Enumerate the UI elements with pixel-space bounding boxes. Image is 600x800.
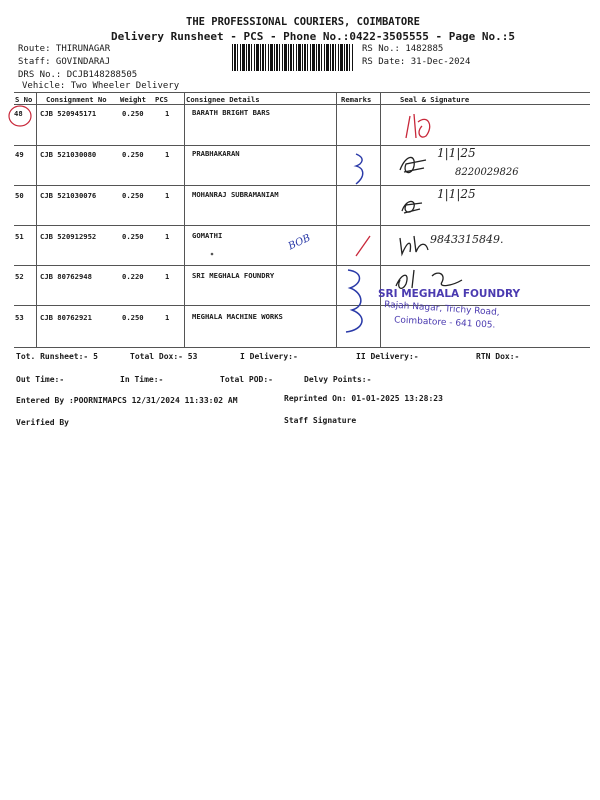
header-seal-signature: Seal & Signature xyxy=(400,95,470,104)
in-time: In Time:- xyxy=(120,375,164,384)
staff-label: Staff: GOVINDARAJ xyxy=(18,57,111,67)
signature-48 xyxy=(400,108,440,144)
remark-brace-52-53 xyxy=(338,266,378,338)
row-sno: 53 xyxy=(15,313,24,322)
drs-number: DRS No.: DCJB148288505 xyxy=(18,70,138,80)
row-sno: 49 xyxy=(15,150,24,159)
row-consignment: CJB 521030080 xyxy=(40,150,97,159)
handwritten-note-51: BOB xyxy=(286,232,313,253)
signature-50 xyxy=(398,195,426,217)
total-pod: Total POD:- xyxy=(220,375,273,384)
row-consignee: BARATH BRIGHT BARS xyxy=(192,108,270,117)
stamp-line-2: Rajah Nagar, Trichy Road, xyxy=(383,299,500,319)
red-circle-mark xyxy=(6,103,36,129)
row-pcs: 1 xyxy=(165,150,170,159)
row-weight: 0.250 xyxy=(122,150,144,159)
row-sno: 48 xyxy=(14,109,23,118)
company-title: THE PROFESSIONAL COURIERS, COIMBATORE xyxy=(186,16,420,28)
handwritten-date-49: 1|1|25 xyxy=(437,146,476,160)
header-remarks: Remarks xyxy=(341,95,372,104)
staff-signature: Staff Signature xyxy=(284,416,357,425)
header-weight: Weight xyxy=(120,95,146,104)
barcode-image xyxy=(232,44,354,71)
row-consignment: CJB 520912952 xyxy=(40,232,97,241)
remark-mark-49 xyxy=(350,150,372,188)
handwritten-date-50: 1|1|25 xyxy=(437,187,476,201)
row-consignee: SRI MEGHALA FOUNDRY xyxy=(192,271,275,280)
row-pcs: 1 xyxy=(165,313,170,322)
row-consignment: CJB 80762948 xyxy=(40,272,92,281)
rs-number: RS No.: 1482885 xyxy=(362,44,444,54)
row-consignee: GOMATHI xyxy=(192,231,223,240)
reprinted-on: Reprinted On: 01-01-2025 13:28:23 xyxy=(284,394,443,403)
row-consignee: MOHANRAJ SUBRAMANIAM xyxy=(192,190,279,199)
rtn-dox: RTN Dox:- xyxy=(476,352,520,361)
row-consignment: CJB 521030076 xyxy=(40,191,97,200)
tot-runsheet: Tot. Runsheet:- 5 xyxy=(16,352,98,361)
row-consignee: PRABHAKARAN xyxy=(192,149,240,158)
header-consignee: Consignee Details xyxy=(186,95,260,104)
row-sno: 51 xyxy=(15,232,24,241)
row-pcs: 1 xyxy=(165,191,170,200)
row-weight: 0.250 xyxy=(122,191,144,200)
header-consignment: Consignment No xyxy=(46,95,107,104)
row-weight: 0.250 xyxy=(122,313,144,322)
out-time: Out Time:- xyxy=(16,375,65,384)
row-pcs: 1 xyxy=(165,272,170,281)
entered-by: Entered By :POORNIMAPCS 12/31/2024 11:33:02 AM xyxy=(16,396,238,405)
row-sno: 50 xyxy=(15,191,24,200)
ii-delivery: II Delivery:- xyxy=(356,352,419,361)
handwritten-number-49: 8220029826 xyxy=(455,167,519,178)
row-consignee: MEGHALA MACHINE WORKS xyxy=(192,312,283,321)
ink-dot xyxy=(208,250,216,258)
i-delivery: I Delivery:- xyxy=(240,352,298,361)
verified-by: Verified By xyxy=(16,418,69,427)
row-weight: 0.250 xyxy=(122,232,144,241)
signature-49 xyxy=(396,150,432,180)
row-weight: 0.250 xyxy=(122,109,144,118)
row-consignment: CJB 80762921 xyxy=(40,313,92,322)
rs-date: RS Date: 31-Dec-2024 xyxy=(362,57,471,67)
handwritten-phone-51: 9843315849. xyxy=(430,233,504,246)
delvy-points: Delvy Points:- xyxy=(304,375,372,384)
route-label: Route: THIRUNAGAR xyxy=(18,44,111,54)
header-sno: S No xyxy=(15,95,33,104)
row-sno: 52 xyxy=(15,272,24,281)
total-dox: Total Dox:- 53 xyxy=(130,352,198,361)
row-consignment: CJB 520945171 xyxy=(40,109,97,118)
header-pcs: PCS xyxy=(155,95,168,104)
stamp-line-1: SRI MEGHALA FOUNDRY xyxy=(378,288,521,300)
row-pcs: 1 xyxy=(165,232,170,241)
stamp-line-3: Coimbatore - 641 005. xyxy=(393,315,496,331)
row-pcs: 1 xyxy=(165,109,170,118)
remark-mark-51 xyxy=(350,232,376,260)
row-weight: 0.220 xyxy=(122,272,144,281)
vehicle-label: Vehicle: Two Wheeler Delivery xyxy=(22,81,180,91)
runsheet-subtitle: Delivery Runsheet - PCS - Phone No.:0422-3505555 - Page No.:5 xyxy=(111,30,515,43)
